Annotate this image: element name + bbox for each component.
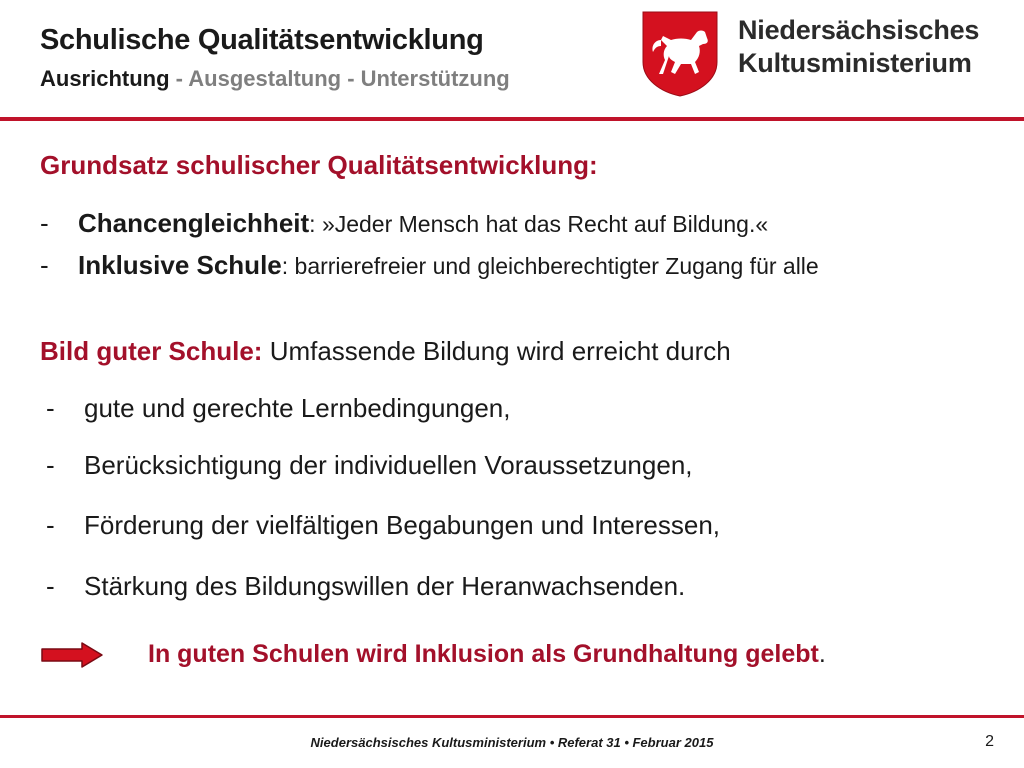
list-colon: : — [281, 253, 295, 279]
list-item — [46, 571, 685, 602]
list-dash: - — [40, 250, 49, 280]
section-heading-good-school — [40, 336, 731, 367]
list-dash: - — [46, 450, 55, 480]
section-heading-principle: Grundsatz schulischer Qualitätsentwicklung: — [40, 150, 598, 180]
list-text: Berücksichtigung der individuellen Voraussetzungen, — [84, 450, 693, 480]
page-number: 2 — [985, 733, 994, 750]
right-arrow-icon — [40, 641, 104, 669]
list-text: »Jeder Mensch hat das Recht auf Bildung.« — [321, 211, 769, 237]
conclusion-period: . — [818, 640, 826, 668]
heading-rest: Umfassende Bildung wird erreicht durch — [262, 336, 731, 366]
footer-divider — [0, 715, 1024, 718]
list-dash: - — [46, 510, 55, 540]
list-dash: - — [46, 571, 55, 601]
org-line-2: Kultusministerium — [738, 48, 972, 78]
list-text: Stärkung des Bildungswillen der Heranwachsenden. — [84, 571, 686, 601]
list-dash: - — [40, 208, 49, 238]
list-term: Inklusive Schule — [78, 250, 282, 280]
list-colon: : — [309, 211, 322, 237]
organization-name — [738, 14, 979, 80]
page-subtitle — [40, 66, 510, 92]
list-item-inclusive-school — [40, 250, 819, 281]
subtitle-rest: - Ausgestaltung - Unterstützung — [169, 66, 510, 91]
heading-bold: Bild guter Schule: — [40, 336, 263, 366]
list-term: Chancengleichheit — [78, 208, 310, 238]
subtitle-primary: Ausrichtung — [40, 66, 170, 91]
footer-text: Niedersächsisches Kultusministerium • Referat 31 • Februar 2015 — [310, 735, 714, 750]
list-item-equal-opportunity — [40, 208, 768, 239]
org-line-1: Niedersächsisches — [738, 15, 980, 45]
list-item — [46, 510, 720, 541]
header-divider — [0, 117, 1024, 121]
list-text: gute und gerechte Lernbedingungen, — [84, 393, 511, 423]
list-text: barrierefreier und gleichberechtigter Zugang für alle — [294, 253, 819, 279]
list-item — [46, 393, 510, 424]
conclusion-statement — [148, 640, 826, 669]
page-title: Schulische Qualitätsentwicklung — [40, 24, 484, 56]
list-item — [46, 450, 693, 481]
lower-saxony-horse-shield-icon — [641, 10, 719, 98]
list-dash: - — [46, 393, 55, 423]
list-text: Förderung der vielfältigen Begabungen und Interessen, — [84, 510, 720, 540]
conclusion-text: In guten Schulen wird Inklusion als Grundhaltung gelebt — [148, 640, 819, 668]
